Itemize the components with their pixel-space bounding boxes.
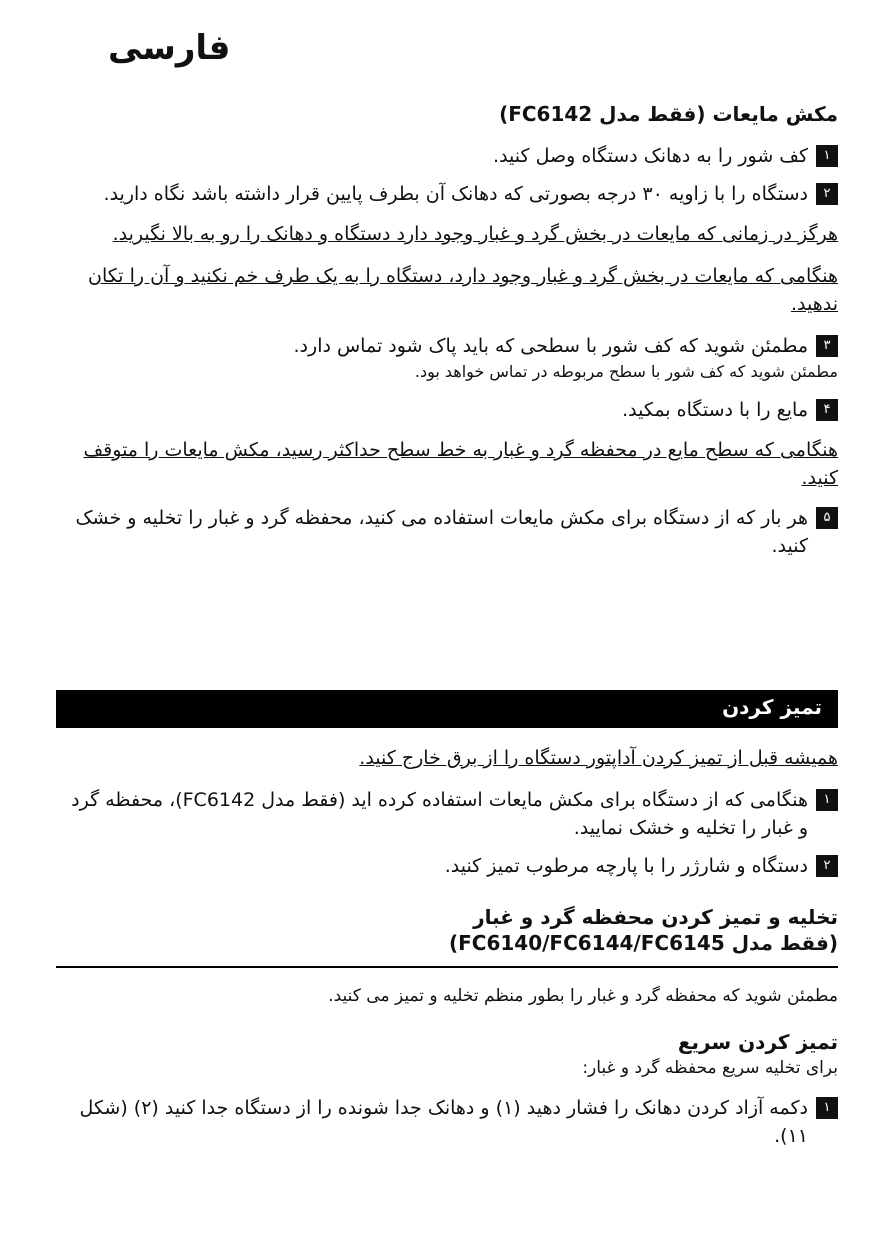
emptying-body [64,984,838,1150]
warning-text: هنگامی که مایعات در بخش گرد و غبار وجود دارد، دستگاه را به یک طرف خم نکنید و آن را تکان ندهید. [88,265,838,315]
subsection-title-models: (فقط مدل FC6140/FC6144/FC6145) [448,931,838,955]
warning-text: هرگز در زمانی که مایعات در بخش گرد و غبار وجود دارد دستگاه و دهانک را رو به بالا نگیرید. [112,223,838,245]
step-text: کف شور را به دهانک دستگاه وصل کنید. [493,145,808,167]
section-title: مکش مایعات (فقط مدل FC6142) [499,102,838,126]
cleaning-warning: همیشه قبل از تمیز کردن آداپتور دستگاه را از برق خارج کنید. [359,747,838,769]
step-number: ۳ [816,335,838,357]
step-number: ۴ [816,399,838,421]
quick-clean-title: تمیز کردن سریع [677,1030,838,1054]
step-item [64,852,838,880]
step-text: مایع را با دستگاه بمکید. [622,399,808,421]
language-title: فارسی [108,28,231,68]
step-number: ۱ [816,789,838,811]
subsection-title: تخلیه و تمیز کردن محفظه گرد و غبار [473,905,838,929]
cleaning-section [64,744,838,880]
step-number: ۱ [816,1097,838,1119]
step-item [64,504,838,560]
step-number: ۲ [816,183,838,205]
warning-text: هنگامی که سطح مایع در محفظه گرد و غبار به خط سطح حداکثر رسید، مکش مایعات را متوقف کنید. [83,439,838,489]
step-number: ۵ [816,507,838,529]
emptying-section [64,904,838,956]
step-note: مطمئن شوید که کف شور با سطح مربوطه در تماس خواهد بود. [414,362,838,381]
emptying-intro: مطمئن شوید که محفظه گرد و غبار را بطور منظم تخلیه و تمیز می کنید. [328,986,838,1006]
step-item [64,142,838,170]
step-text: مطمئن شوید که کف شور با سطحی که باید پاک شود تماس دارد. [293,335,808,357]
step-text: هر بار که از دستگاه برای مکش مایعات استفاده می کنید، محفظه گرد و غبار را تخلیه و خشک کنید. [75,507,808,557]
step-number: ۲ [816,855,838,877]
step-text: دستگاه را با زاویه ۳۰ درجه بصورتی که دهانک آن بطرف پایین قرار داشته باشد نگاه دارید. [103,183,808,205]
section-band [56,690,838,728]
divider [56,966,838,968]
quick-clean-intro: برای تخلیه سریع محفظه گرد و غبار: [582,1058,838,1078]
liquid-suction-section [64,100,838,560]
step-text: هنگامی که از دستگاه برای مکش مایعات استفاده کرده اید (فقط مدل FC6142)، محفظه گرد و غبار را تخلیه و خشک نمایید. [71,789,808,839]
step-number: ۱ [816,145,838,167]
step-text: دستگاه و شارژر را با پارچه مرطوب تمیز کنید. [444,855,808,877]
step-item [64,180,838,208]
step-item [64,1094,838,1150]
step-text: دکمه آزاد کردن دهانک را فشار دهید (۱) و دهانک جدا شونده را از دستگاه جدا کنید (۲) (شکل ۱۱). [79,1097,808,1147]
band-title: تمیز کردن [722,695,822,719]
step-item [64,332,838,360]
step-item [64,786,838,842]
step-item [64,396,838,424]
